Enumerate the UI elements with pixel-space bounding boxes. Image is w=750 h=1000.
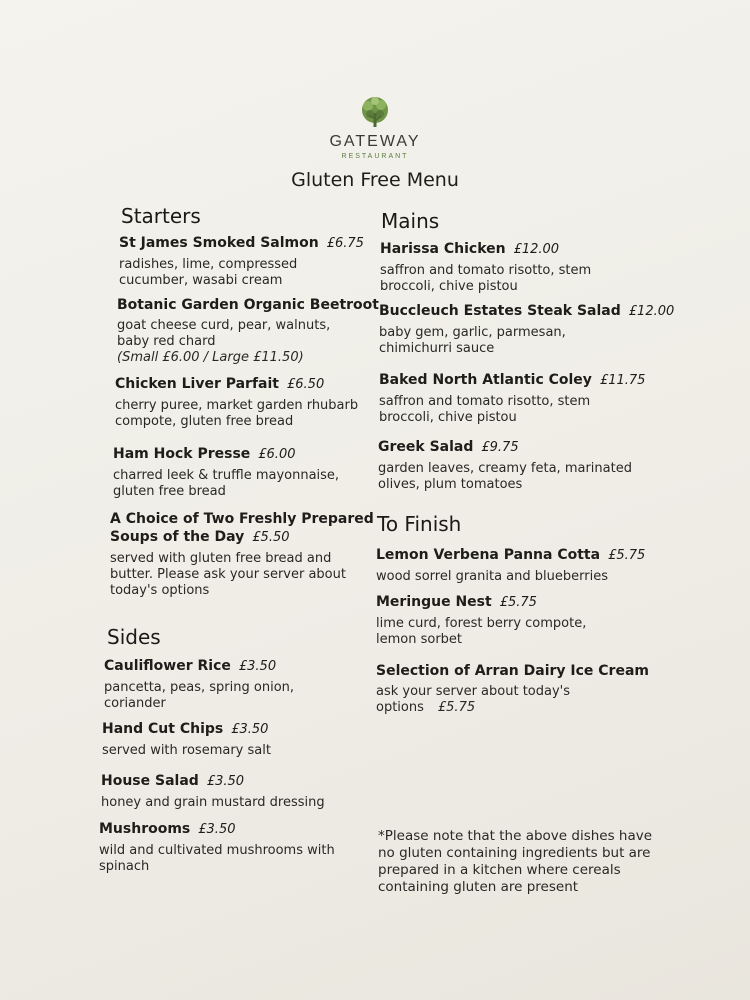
menu-item: [379, 302, 675, 357]
sides-heading: Sides: [107, 625, 161, 649]
item-price: £6.50: [287, 377, 325, 392]
item-description: ask your server about today's: [376, 684, 570, 699]
item-description: served with gluten free bread and butter. Please ask your server about today's options: [110, 551, 346, 598]
item-name: House Salad: [101, 773, 199, 789]
item-description: cherry puree, market garden rhubarb compote, gluten free bread: [115, 398, 359, 429]
item-name: Selection of Arran Dairy Ice Cream: [376, 663, 649, 679]
menu-item: [104, 657, 339, 712]
brand-subtitle: RESTAURANT: [341, 153, 409, 160]
item-description: served with rosemary salt: [102, 743, 271, 758]
finish-heading: To Finish: [377, 512, 462, 536]
item-name: St James Smoked Salmon: [119, 235, 319, 251]
menu-item: [101, 772, 361, 811]
item-price: £12.00: [628, 304, 675, 319]
menu-item: [376, 546, 646, 585]
item-name: Botanic Garden Organic Beetroot: [117, 297, 379, 313]
menu-item: [378, 438, 643, 493]
item-name: Meringue Nest: [376, 594, 492, 610]
menu-item: [376, 593, 601, 648]
item-price: £6.00: [258, 447, 296, 462]
menu-title: Gluten Free Menu: [291, 169, 459, 191]
item-name: Hand Cut Chips: [102, 721, 224, 737]
starters-heading: Starters: [121, 204, 201, 228]
item-name: Lemon Verbena Panna Cotta: [376, 547, 601, 563]
item-name: Cauliflower Rice: [104, 658, 231, 674]
item-price: £3.50: [231, 722, 269, 737]
item-name: Harissa Chicken: [380, 241, 506, 257]
menu-item: [113, 445, 353, 500]
item-name: Baked North Atlantic Coley: [379, 372, 592, 388]
item-description: saffron and tomato risotto, stem broccoli, chive pistou: [380, 263, 592, 294]
item-description: goat cheese curd, pear, walnuts, baby red chard: [117, 318, 331, 349]
item-description: radishes, lime, compressed cucumber, wasabi cream: [119, 257, 298, 288]
item-price: £3.50: [198, 822, 236, 837]
menu-item: [119, 234, 369, 289]
item-price: £5.75: [608, 548, 646, 563]
item-price: £9.75: [481, 440, 519, 455]
tree-icon: [357, 95, 393, 131]
item-price: £12.00: [513, 242, 560, 257]
item-price: £5.75: [437, 700, 476, 715]
menu-item: [102, 720, 352, 759]
item-description: wild and cultivated mushrooms with spinach: [99, 843, 335, 874]
item-price: £11.75: [599, 373, 646, 388]
menu-item: [379, 371, 646, 426]
item-description: wood sorrel granita and blueberries: [376, 569, 608, 584]
menu-item: [110, 510, 374, 599]
item-price: £3.50: [238, 659, 277, 674]
item-price: £5.75: [499, 595, 537, 610]
item-name: Greek Salad: [378, 439, 474, 455]
brand-name: GATEWAY: [329, 133, 421, 150]
item-name: Ham Hock Presse: [113, 446, 251, 462]
item-description: baby gem, garlic, parmesan, chimichurri sauce: [379, 325, 566, 356]
item-description: options: [376, 700, 424, 715]
item-price: £6.75: [326, 236, 364, 251]
item-name: Soups of the Day: [110, 529, 245, 545]
restaurant-logo: [0, 95, 750, 131]
item-description: saffron and tomato risotto, stem broccoli, chive pistou: [379, 394, 591, 425]
item-name: A Choice of Two Freshly Prepared: [110, 511, 374, 527]
item-description: lime curd, forest berry compote, lemon sorbet: [376, 616, 587, 647]
item-price: £5.50: [252, 530, 290, 545]
item-price-note: (Small £6.00 / Large £11.50): [117, 350, 304, 365]
item-name: Mushrooms: [99, 821, 191, 837]
menu-item: [376, 662, 656, 716]
item-description: honey and grain mustard dressing: [101, 795, 325, 810]
gluten-disclaimer: *Please note that the above dishes have no gluten containing ingredients but are prepared in a kitchen where cereals containing gluten are present: [378, 828, 653, 895]
menu-item: [115, 375, 365, 430]
menu-item: [380, 240, 615, 295]
item-description: pancetta, peas, spring onion, coriander: [104, 680, 295, 711]
item-name: Chicken Liver Parfait: [115, 376, 279, 392]
mains-heading: Mains: [381, 209, 440, 233]
item-price: £3.50: [206, 774, 245, 789]
item-name: Buccleuch Estates Steak Salad: [379, 303, 621, 319]
item-description: garden leaves, creamy feta, marinated olives, plum tomatoes: [378, 461, 632, 492]
menu-item: [99, 820, 369, 875]
item-description: charred leek & truffle mayonnaise, gluten free bread: [113, 468, 340, 499]
menu-item: [117, 296, 379, 366]
